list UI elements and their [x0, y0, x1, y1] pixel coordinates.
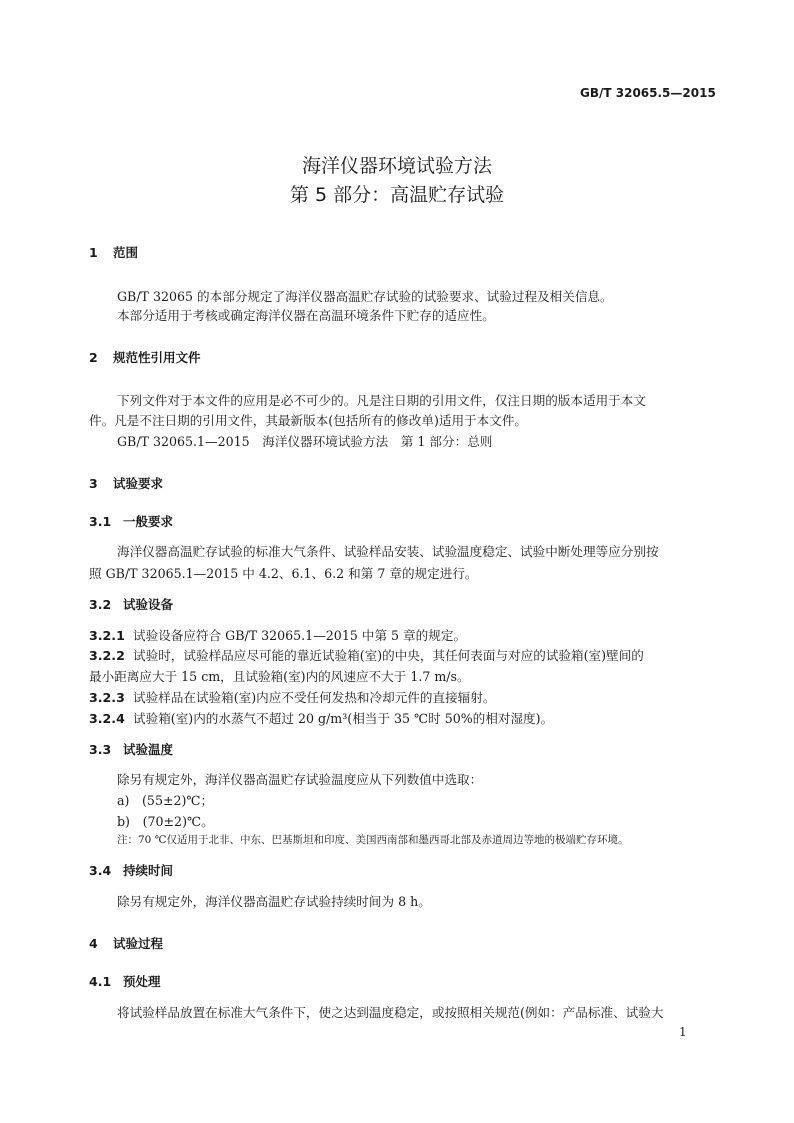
paragraph-continuation: 照 GB/T 32065.1—2015 中 4.2、6.1、6.2 和第 7 章的规定进行。: [89, 566, 478, 581]
clause-continuation: 最小距离应大于 15 cm，且试验箱(室)内的风速应不大于 1.7 m/s。: [89, 669, 470, 684]
section-number: 2: [89, 350, 98, 365]
section-title: 试验设备: [123, 597, 174, 612]
section-number: 1: [89, 245, 98, 260]
clause-text: 试验设备应符合 GB/T 32065.1—2015 中第 5 章的规定。: [133, 628, 467, 643]
clause-3-2-3: [89, 687, 495, 706]
section-title: 范围: [113, 245, 139, 260]
paragraph: 除另有规定外，海洋仪器高温贮存试验温度应从下列数值中选取：: [117, 772, 483, 787]
normative-reference: GB/T 32065.1—2015 海洋仪器环境试验方法 第 1 部分：总则: [117, 434, 493, 449]
section-number: 3.2: [89, 597, 112, 612]
section-4-heading: [89, 934, 163, 952]
clause-text: 试验时，试验样品应尽可能的靠近试验箱(室)的中央，其任何表面与对应的试验箱(室)壁间的: [133, 648, 644, 663]
clause-number: 3.2.1: [89, 628, 125, 643]
list-item-a: a) (55±2)℃；: [117, 793, 214, 808]
section-number: 4.1: [89, 974, 112, 989]
paragraph: 本部分适用于考核或确定海洋仪器在高温环境条件下贮存的适应性。: [117, 308, 495, 323]
section-title: 一般要求: [123, 514, 174, 529]
section-number: 4: [89, 936, 98, 951]
section-number: 3.1: [89, 514, 112, 529]
section-1-heading: [89, 243, 138, 261]
section-title: 规范性引用文件: [113, 350, 201, 365]
section-3-heading: [89, 474, 163, 492]
section-number: 3.3: [89, 742, 112, 757]
subsection-3-4-heading: [89, 861, 173, 879]
section-title: 试验温度: [123, 742, 174, 757]
note: 注：70 ℃仅适用于北非、中东、巴基斯坦和印度、美国西南部和墨西哥北部及赤道周边等地的极端贮存环境。: [117, 834, 629, 846]
paragraph: 下列文件对于本文件的应用是必不可少的。凡是注日期的引用文件，仅注日期的版本适用于本文: [117, 393, 646, 408]
subsection-3-2-heading: [89, 595, 173, 613]
document-title-line2: 第 5 部分：高温贮存试验: [289, 184, 505, 206]
clause-text: 试验箱(室)内的水蒸气不超过 20 g/m³(相当于 35 ℃时 50%的相对湿度)。: [133, 711, 554, 726]
page-number: 1: [679, 1025, 687, 1039]
section-title: 试验过程: [113, 936, 164, 951]
section-2-heading: [89, 348, 201, 366]
section-title: 持续时间: [123, 863, 174, 878]
paragraph: 将试验样品放置在标准大气条件下，使之达到温度稳定，或按照相关规范(例如：产品标准、试验大: [117, 1005, 664, 1020]
clause-3-2-2: [89, 645, 644, 664]
section-title: 试验要求: [113, 476, 164, 491]
document-title-line1: 海洋仪器环境试验方法: [301, 155, 492, 177]
paragraph-continuation: 件。凡是不注日期的引用文件，其最新版本(包括所有的修改单)适用于本文件。: [89, 413, 528, 428]
paragraph: GB/T 32065 的本部分规定了海洋仪器高温贮存试验的试验要求、试验过程及相关信息。: [117, 289, 613, 304]
subsection-4-1-heading: [89, 972, 161, 990]
clause-number: 3.2.3: [89, 690, 125, 705]
clause-text: 试验样品在试验箱(室)内应不受任何发热和冷却元件的直接辐射。: [133, 690, 496, 705]
clause-3-2-1: [89, 625, 466, 644]
clause-number: 3.2.2: [89, 648, 125, 663]
subsection-3-1-heading: [89, 512, 173, 530]
paragraph: 除另有规定外，海洋仪器高温贮存试验持续时间为 8 h。: [117, 894, 431, 909]
section-number: 3: [89, 476, 98, 491]
clause-3-2-4: [89, 708, 553, 727]
clause-number: 3.2.4: [89, 711, 125, 726]
section-title: 预处理: [123, 974, 161, 989]
subsection-3-3-heading: [89, 740, 173, 758]
paragraph: 海洋仪器高温贮存试验的标准大气条件、试验样品安装、试验温度稳定、试验中断处理等应分别按: [117, 544, 659, 559]
standard-number: GB/T 32065.5—2015: [580, 86, 716, 100]
list-item-b: b) (70±2)℃。: [117, 814, 214, 829]
section-number: 3.4: [89, 863, 112, 878]
